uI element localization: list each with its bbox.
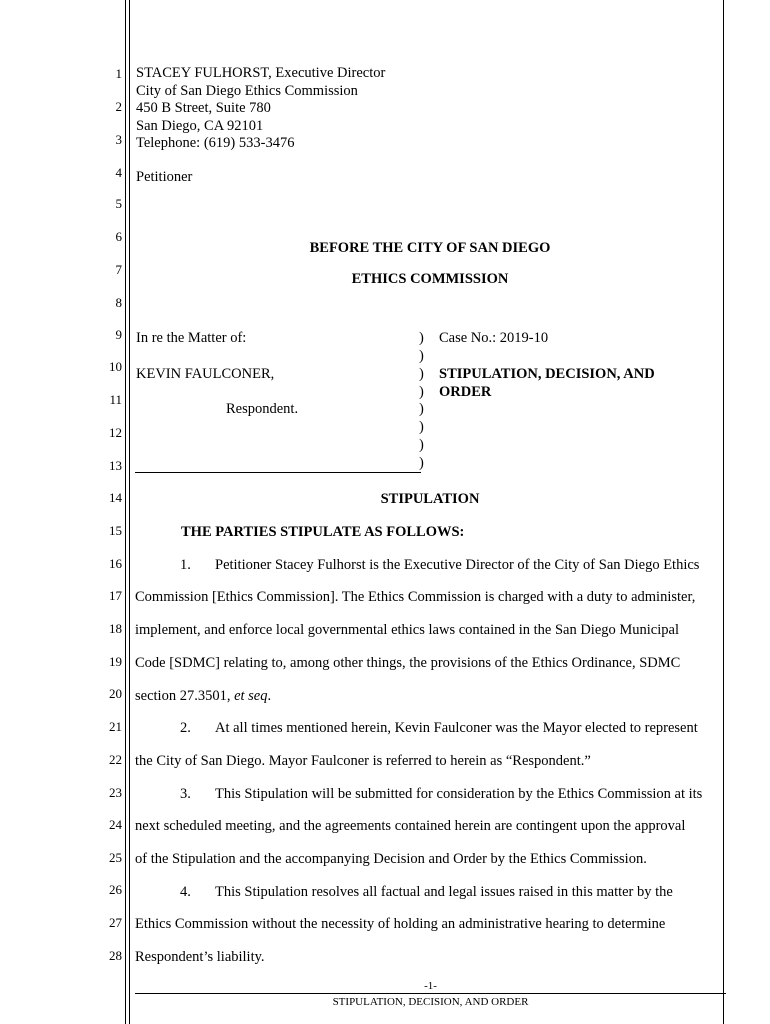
left-margin-rule: [125, 0, 126, 1024]
paragraph-line: [135, 688, 720, 705]
line-number: 14: [109, 490, 122, 505]
header-line: Telephone: (619) 533-3476: [136, 135, 295, 151]
page-number: -1-: [424, 980, 437, 992]
line-number: 11: [109, 392, 122, 407]
caption-paren: ): [419, 401, 424, 417]
paragraph-number: 3.: [180, 786, 191, 802]
paragraph-text: section 27.3501,: [135, 688, 235, 704]
line-number: 16: [109, 556, 122, 571]
line-number: 27: [109, 915, 122, 930]
party-role: Petitioner: [136, 169, 193, 185]
footer-rule: [135, 993, 726, 994]
line-number: 4: [115, 165, 122, 180]
paragraph-text: At all times mentioned herein, Kevin Faulconer was the Mayor elected to represent: [215, 720, 698, 736]
paragraph-text: This Stipulation will be submitted for consideration by the Ethics Commission at its: [215, 786, 703, 802]
caption-paren: ): [419, 330, 424, 346]
paragraph-text: This Stipulation resolves all factual and legal issues raised in this matter by the: [215, 884, 673, 900]
paragraph-line: next scheduled meeting, and the agreements contained herein are contingent upon the approval: [135, 818, 686, 834]
footer-title: STIPULATION, DECISION, AND ORDER: [332, 996, 529, 1008]
line-number: 9: [115, 327, 122, 342]
paragraph-text: .: [267, 688, 272, 704]
line-number: 23: [109, 785, 122, 800]
paragraph-line: [135, 786, 765, 803]
paragraph-line: the City of San Diego. Mayor Faulconer is referred to herein as “Respondent.”: [135, 753, 591, 769]
header-line: STACEY FULHORST, Executive Director: [136, 65, 386, 81]
caption-matter: In re the Matter of:: [136, 330, 247, 346]
paragraph-line: Commission [Ethics Commission]. The Ethics Commission is charged with a duty to administer,: [135, 589, 696, 605]
document-title-line-1: STIPULATION, DECISION, AND: [439, 366, 655, 382]
line-number: 10: [109, 359, 122, 374]
caption-paren: ): [419, 348, 424, 364]
paragraph-line: [135, 720, 765, 737]
paragraph-number: 2.: [180, 720, 191, 736]
paragraph-line: [135, 884, 765, 901]
paragraph-line: Code [SDMC] relating to, among other things, the provisions of the Ethics Ordinance, SDMC: [135, 655, 681, 671]
caption-respondent-label: Respondent.: [226, 401, 299, 417]
line-number: 2: [115, 99, 122, 114]
case-number: Case No.: 2019-10: [439, 330, 549, 346]
line-number: 8: [115, 295, 122, 310]
line-number: 24: [109, 817, 122, 832]
paragraph-line: [135, 557, 765, 574]
line-number: 12: [109, 425, 122, 440]
court-name-line-1: BEFORE THE CITY OF SAN DIEGO: [309, 240, 551, 256]
line-number: 13: [109, 458, 122, 473]
header-line: City of San Diego Ethics Commission: [136, 82, 358, 99]
line-number: 6: [115, 229, 122, 244]
line-number: 18: [109, 621, 122, 636]
line-number: 17: [109, 588, 122, 603]
caption-paren: ): [419, 419, 424, 435]
court-name-line-2: ETHICS COMMISSION: [351, 271, 509, 287]
header-line: 450 B Street, Suite 780: [136, 100, 271, 116]
paragraph-number: 1.: [180, 557, 191, 573]
line-number: 7: [115, 262, 122, 277]
paragraph-text: Petitioner Stacey Fulhorst is the Executive Director of the City of San Diego Ethics: [215, 557, 700, 573]
line-number: 5: [115, 196, 122, 211]
paragraph-line: implement, and enforce local governmental ethics laws contained in the San Diego Municipal: [135, 622, 679, 638]
caption-paren: ): [419, 366, 424, 382]
section-heading: STIPULATION: [380, 491, 480, 507]
stipulation-intro: THE PARTIES STIPULATE AS FOLLOWS:: [181, 524, 465, 540]
line-number: 1: [115, 66, 122, 81]
line-number: 22: [109, 752, 122, 767]
paragraph-line: Respondent’s liability.: [135, 949, 265, 965]
italic-citation: et seq: [234, 688, 268, 704]
line-number: 25: [109, 850, 122, 865]
caption-respondent-name: KEVIN FAULCONER,: [136, 366, 275, 382]
line-number: 21: [109, 719, 122, 734]
line-number: 19: [109, 654, 122, 669]
document-title-line-2: ORDER: [439, 384, 492, 400]
caption-paren: ): [419, 384, 424, 400]
line-number: 15: [109, 523, 122, 538]
paragraph-line: of the Stipulation and the accompanying Decision and Order by the Ethics Commission.: [135, 851, 647, 867]
line-number: 20: [109, 686, 122, 701]
caption-underline: [135, 472, 421, 473]
line-number: 28: [109, 948, 122, 963]
caption-paren: ): [419, 455, 424, 471]
line-number: 3: [115, 132, 122, 147]
paragraph-line: Ethics Commission without the necessity of holding an administrative hearing to determine: [135, 916, 666, 932]
line-number: 26: [109, 882, 122, 897]
paragraph-number: 4.: [180, 884, 191, 900]
right-margin-rule: [723, 0, 724, 1024]
header-line: San Diego, CA 92101: [136, 117, 264, 134]
left-margin-rule-inner: [129, 0, 130, 1024]
caption-paren: ): [419, 437, 424, 453]
